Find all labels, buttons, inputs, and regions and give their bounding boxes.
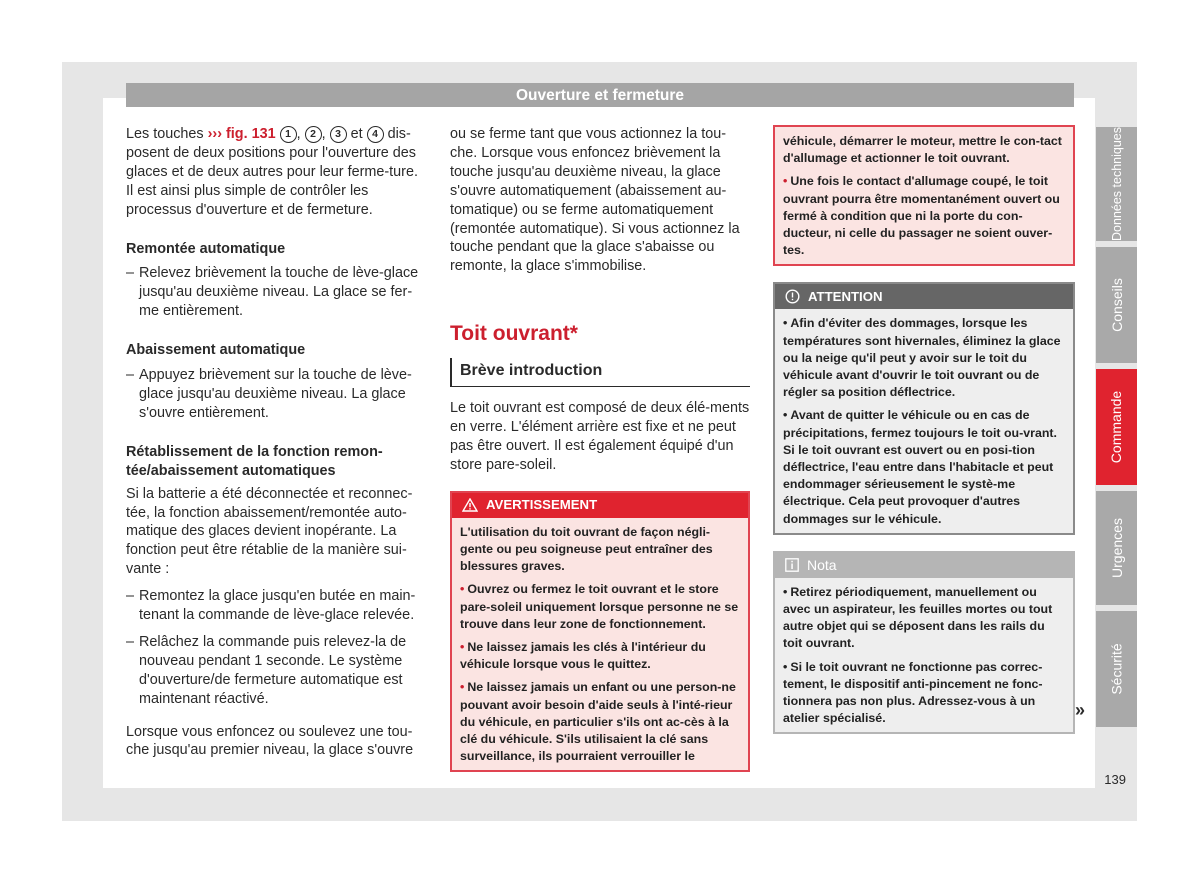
side-tab-commande[interactable]: Commande: [1096, 369, 1137, 485]
info-square-icon: [785, 558, 799, 572]
section-title: Toit ouvrant*: [450, 322, 578, 346]
attention-body: [775, 309, 1073, 532]
column-3: [773, 125, 1075, 734]
closing-paragraph: Lorsque vous enfoncez ou soulevez une tou-che jusqu'au premier niveau, la glace s'ouvre: [126, 723, 414, 759]
warning-item: • Ouvrez ou fermez le toit ouvrant et le store pare-soleil uniquement lorsque personne ne se trouve dans leur zone de fonctionnement.: [460, 582, 739, 631]
callout-3: 3: [330, 126, 347, 143]
callout-2: 2: [305, 126, 322, 143]
abaissement-title: Abaissement automatique: [126, 342, 306, 359]
attention-header: [775, 284, 1073, 309]
column-1: [126, 125, 424, 760]
note-box: [773, 551, 1075, 735]
info-circle-icon: [785, 289, 800, 304]
retablissement-title: Rétablissement de la fonction remon-tée/abaissement automatiques: [126, 443, 383, 479]
callout-4: 4: [367, 126, 384, 143]
note-label: Nota: [807, 557, 837, 574]
warning-label: AVERTISSEMENT: [486, 497, 598, 513]
intro-text: Le toit ouvrant est composé de deux élé-ments en verre. L'élément arrière est fixe et ne peut pas être ouvert. Il est également équipé d'un store pare-soleil.: [450, 400, 750, 473]
attention-item: • Avant de quitter le véhicule ou en cas de précipitations, fermez toujours le toit ou-vrant. Si le toit ouvrant est ouvert ou en posi-tion déflectrice, l'eau entre dans l'habitacle et peut endommager sérieusement le systè-me électrique. Cela peut provoquer d'autres dommages sur le véhicule.: [783, 408, 1057, 526]
warning-box-continued: [773, 125, 1075, 266]
attention-label: ATTENTION: [808, 288, 883, 304]
continued-paragraph: ou se ferme tant que vous actionnez la tou-che. Lorsque vous enfoncez brièvement la touche jusqu'au deuxième niveau, la glace s'ouvre automatiquement (abaissement au-tomatique) ou se ferme automatiquement (remontée automatique). Si vous actionnez la touche pendant que la glace s'abaisse ou remonte, la glace s'immobilise.: [450, 126, 740, 275]
warning-item: • Une fois le contact d'allumage coupé, le toit ouvrant pourra être momentanément ouvert ou fermé à condition que ni la porte du con-ducteur, ni celle du passager ne soient ouver-tes.: [783, 174, 1060, 258]
note-item: • Retirez périodiquement, manuellement ou avec un aspirateur, les feuilles mortes ou tout autre objet qui se déposent dans les rails du toit ouvrant.: [783, 584, 1053, 651]
intro-paragraph: Les touches ››› fig. 131 1 , 2 , 3 et 4 dis-posent de deux positions pour l'ouverture des glaces et de deux autres pour leur ferme-ture. Il est ainsi plus simple de contrôler les processus d'ouverture et de fermeture.: [126, 126, 418, 218]
warning-lead: L'utilisation du toit ouvrant de façon négli-gente ou peu soigneuse peut entraîner des blessures graves.: [460, 524, 713, 574]
warning-triangle-icon: [462, 498, 478, 512]
warning-header: [452, 493, 748, 518]
side-tab-donnees-techniques[interactable]: Données techniques: [1096, 127, 1137, 241]
warning-continued-text: véhicule, démarrer le moteur, mettre le con-tact d'allumage et actionner le toit ouvrant.: [783, 134, 1062, 166]
side-tab-securite[interactable]: Sécurité: [1096, 611, 1137, 727]
column-2: [450, 125, 750, 772]
retablissement-step-2: – Relâchez la commande puis relevez-la de nouveau pendant 1 seconde. Le système d'ouverture/de fermeture automatique est maintenant réactivé.: [126, 633, 407, 707]
note-item: • Si le toit ouvrant ne fonctionne pas correc-tement, le dispositif anti-pincement ne fonc-tionnera pas non plus. Adressez-vous à un atelier spécialisé.: [783, 659, 1043, 726]
retablissement-text: Si la batterie a été déconnectée et reconnec-tée, la fonction abaissement/remontée auto-matique des glaces devient inopérante. La fonction peut être rétablie de la manière sui-vante :: [126, 485, 413, 578]
side-tab-conseils[interactable]: Conseils: [1096, 247, 1137, 363]
note-body: [775, 578, 1073, 733]
fig-reference-link[interactable]: ››› fig. 131: [207, 126, 276, 142]
warning-body: [452, 518, 748, 771]
side-tab-urgences[interactable]: Urgences: [1096, 491, 1137, 605]
page-number: 139: [1104, 772, 1126, 787]
warning-item: • Ne laissez jamais les clés à l'intérieur du véhicule lorsque vous le quittez.: [460, 640, 706, 672]
continue-marker: »: [1075, 700, 1086, 720]
note-header: [775, 553, 1073, 578]
retablissement-step-1: – Remontez la glace jusqu'en butée en main-tenant la commande de lève-glace relevée.: [126, 588, 416, 624]
section-header: Ouverture et fermeture: [126, 83, 1074, 107]
warning-item: • Ne laissez jamais un enfant ou une person-ne pouvant avoir besoin d'aide seuls à l'inté-rieur du véhicule, en particulier s'ils ont ac-cès à la clé du véhicule. S'ils utilisaient la clé sans surveillance, ils pourraient verrouiller le: [460, 680, 736, 764]
attention-item: • Afin d'éviter des dommages, lorsque les températures sont hivernales, éliminez la glace ou la neige qu'il peut y avoir sur le toit du véhicule avant d'ouvrir le toit ouvrant ou de régler sa position déflectrice.: [783, 316, 1061, 400]
warning-box: [450, 491, 750, 773]
remontee-title: Remontée automatique: [126, 240, 286, 257]
abaissement-step: – Appuyez brièvement sur la touche de lève-glace jusqu'au deuxième niveau. La glace s'ouvre entièrement.: [126, 367, 412, 421]
remontee-step: – Relevez brièvement la touche de lève-glace jusqu'au deuxième niveau. La glace se fer-me entièrement.: [126, 265, 419, 320]
attention-box: [773, 282, 1075, 534]
warning-continued-body: [775, 127, 1073, 264]
subsection-title: Brève introduction: [450, 358, 750, 387]
callout-1: 1: [280, 126, 297, 143]
